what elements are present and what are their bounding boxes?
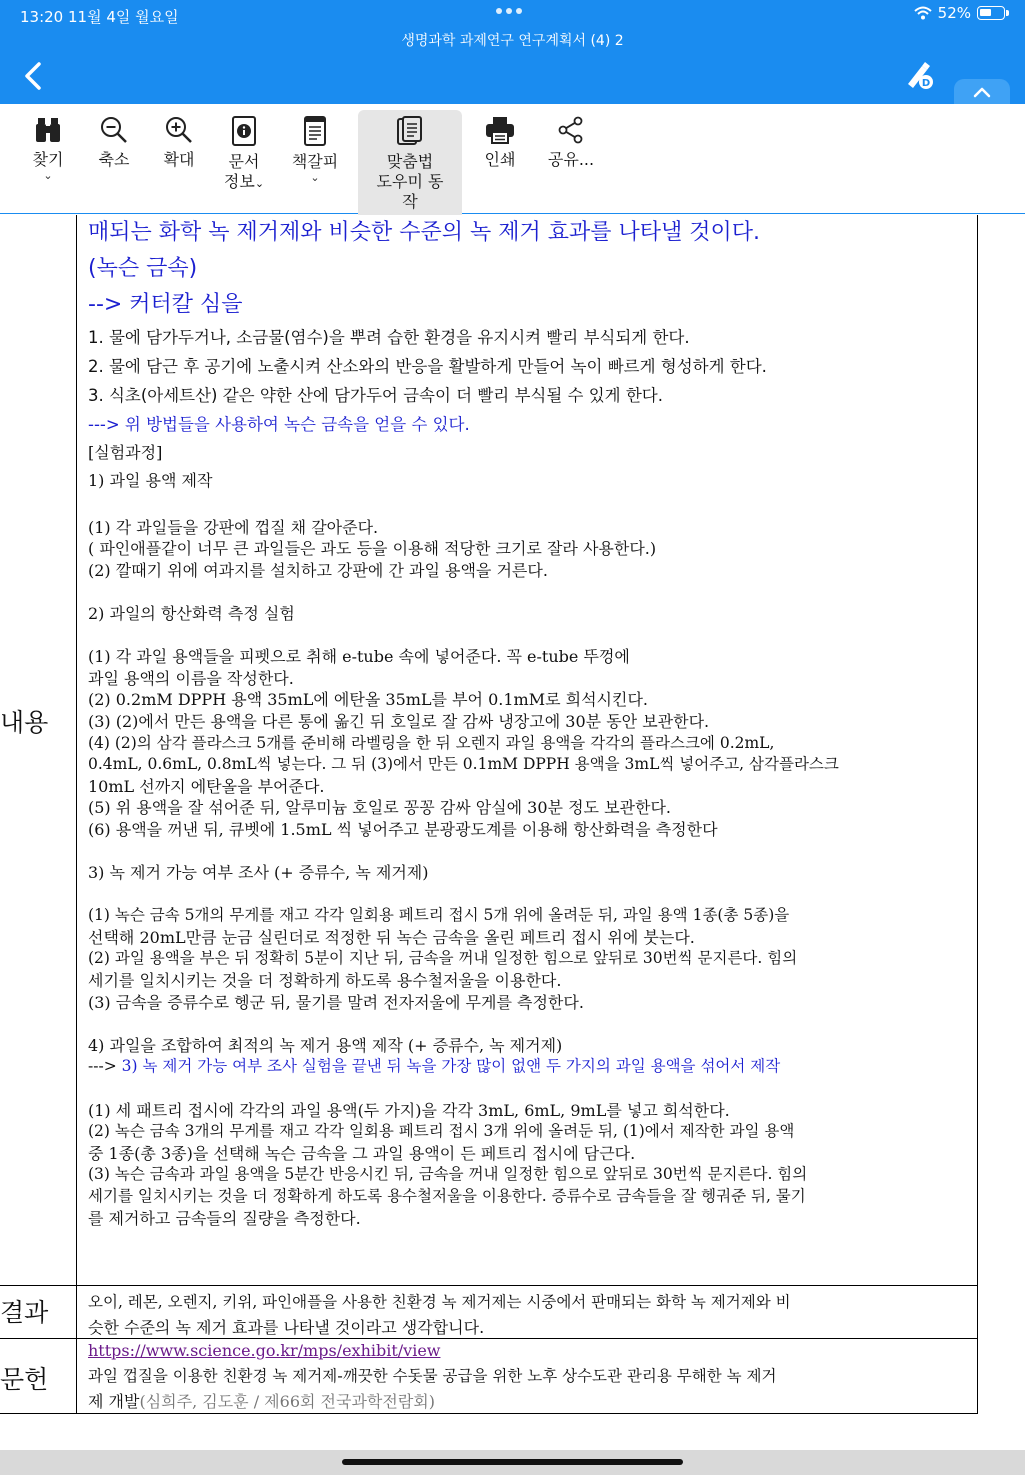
procedure-line: 0.4mL, 0.6mL, 0.8mL씩 넣는다. 그 뒤 (3)에서 만든 0.1mM DPPH 용액을 3mL씩 넣어주고, 삼각플라스크 — [88, 755, 839, 774]
battery-percent: 52% — [937, 4, 971, 22]
procedure-line: (5) 위 용액을 잘 섞어준 뒤, 알루미늄 호일로 꽁꽁 감싸 암실에 30분 정도 보관한다. — [88, 798, 671, 818]
collapse-toolbar-button[interactable] — [954, 79, 1010, 104]
document-title: 생명과학 과제연구 연구계획서 (4) 2 — [401, 33, 624, 49]
multitasking-dots-icon[interactable] — [496, 8, 522, 14]
intro-line: 매되는 화학 녹 제거제와 비슷한 수준의 녹 제거 효과를 나타낼 것이다. — [88, 220, 760, 245]
document-page[interactable] — [0, 215, 1025, 1440]
binoculars-icon — [35, 116, 61, 144]
reference-link[interactable]: https://www.science.go.kr/mps/exhibit/view — [88, 1341, 441, 1360]
rust-method-line: ---> 위 방법들을 사용하여 녹슨 금속을 얻을 수 있다. — [88, 415, 470, 434]
procedure-line: 세기를 일치시키는 것을 더 정확하게 하도록 용수철저울을 이용한다. 증류수로 금속들을 잘 헹궈준 뒤, 물기 — [88, 1187, 806, 1205]
procedure-title: [실험과정] — [88, 443, 163, 462]
arrow-text: 3) 녹 제거 가능 여부 조사 실험을 끝낸 뒤 녹을 가장 많이 없앤 두 가지의 과일 용액을 섞어서 제작 — [121, 1057, 781, 1076]
procedure-line: (6) 용액을 꺼낸 뒤, 큐벳에 1.5mL 씩 넣어주고 분광광도계를 이용해 항산화력을 측정한다 — [88, 819, 718, 839]
zoom-out-label: 축소 — [98, 150, 130, 169]
result-line: 오이, 레몬, 오렌지, 키위, 파인애플을 사용한 친환경 녹 제거제는 시중에서 판매되는 화학 녹 제거제와 비 — [88, 1293, 791, 1311]
reference-line — [88, 1391, 968, 1413]
section-title: 1) 과일 용액 제작 — [88, 471, 213, 490]
procedure-line: (2) 깔때기 위에 여과지를 설치하고 강판에 간 과일 용액을 거른다. — [88, 560, 548, 580]
bookmark-document-icon — [302, 116, 328, 146]
info-document-icon — [231, 116, 257, 146]
rust-method-line: 2. 물에 담근 후 공기에 노출시켜 산소와의 반응을 활발하게 만들어 녹이 빠르게 형성하게 한다. — [88, 357, 767, 376]
chevron-up-icon — [972, 86, 992, 98]
reference-text: 제 개발 — [88, 1391, 140, 1411]
zoom-out-icon — [100, 116, 128, 144]
procedure-line: 세기를 일치시키는 것을 더 정확하게 하도록 용수철저울을 이용한다. — [88, 971, 562, 991]
zoom-in-label: 확대 — [163, 150, 195, 169]
zoom-in-button[interactable] — [159, 114, 199, 170]
document-info-label-1: 문서 — [228, 152, 260, 171]
top-bar — [0, 0, 1025, 104]
procedure-line: 선택해 20mL만큼 눈금 실린더로 적정한 뒤 녹슨 금속을 올린 페트리 접시 위에 붓는다. — [88, 927, 695, 947]
zoom-out-button[interactable] — [94, 114, 134, 170]
chevron-down-icon: ⌄ — [254, 177, 265, 190]
procedure-line: (3) 녹슨 금속과 과일 용액을 5분간 반응시킨 뒤, 금속을 꺼내 일정한 힘으로 앞뒤로 30번씩 문지른다. 힘의 — [88, 1165, 808, 1184]
procedure-line: (2) 녹슨 금속 3개의 무게를 재고 각각 일회용 페트리 접시 3개 위에 올려둔 뒤, (1)에서 제작한 과일 용액 — [88, 1122, 795, 1141]
procedure-line: 과일 용액의 이름을 작성한다. — [88, 668, 294, 688]
procedure-line: (4) (2)의 삼각 플라스크 5개를 준비해 라벨링을 한 뒤 오렌지 과일 용액을 각각의 플라스크에 0.2mL, — [88, 733, 775, 752]
reference-cell — [88, 1340, 968, 1412]
intro-line: --> 커터칼 심을 — [88, 292, 243, 317]
procedure-line: (1) 각 과일 용액들을 피펫으로 취해 e-tube 속에 넣어준다. 꼭 e-tube 뚜껑에 — [88, 647, 630, 667]
battery-icon — [977, 6, 1005, 20]
status-right — [914, 4, 1005, 22]
table-border-bottom — [0, 1413, 978, 1414]
procedure-line: (2) 과일 용액을 부은 뒤 정확히 5분이 지난 뒤, 금속을 꺼내 일정한 힘으로 앞뒤로 30번씩 문지른다. 힘의 — [88, 949, 798, 968]
content-row-label: 내용 — [0, 708, 49, 737]
toolbar — [0, 104, 1025, 214]
bookmark-label: 책갈피 — [291, 152, 339, 171]
content-cell — [88, 215, 968, 1229]
section-title: 3) 녹 제거 가능 여부 조사 (+ 증류수, 녹 제거제) — [88, 863, 429, 883]
document-info-label-2: 정보 — [223, 172, 255, 191]
print-button[interactable] — [480, 114, 520, 170]
table-divider-result — [0, 1285, 978, 1286]
procedure-line: 10mL 선까지 에탄올을 부어준다. — [88, 776, 325, 796]
table-border-left — [76, 215, 77, 1413]
table-border-right — [977, 215, 978, 1413]
zoom-in-icon — [165, 116, 193, 144]
rust-method-line: 1. 물에 담가두거나, 소금물(염수)을 뿌려 습한 환경을 유지시켜 빨리 부식되게 한다. — [88, 328, 690, 347]
chevron-left-icon — [18, 58, 52, 94]
procedure-line: (3) (2)에서 만든 용액을 다른 통에 옮긴 뒤 호일로 잘 감싸 냉장고에 30분 동안 보관한다. — [88, 711, 710, 731]
result-line: 슷한 수준의 녹 제거 효과를 나타낼 것이라고 생각합니다. — [88, 1318, 485, 1337]
procedure-line: (1) 세 패트리 접시에 각각의 과일 용액(두 가지)을 각각 3mL, 6mL, 9mL를 넣고 희석한다. — [88, 1100, 730, 1120]
spellcheck-assistant-button[interactable] — [358, 110, 462, 220]
procedure-line: (3) 금속을 증류수로 헹군 뒤, 물기를 말려 전자저울에 무게를 측정한다. — [88, 992, 584, 1012]
result-cell — [88, 1288, 968, 1339]
procedure-line: 중 1종(총 3종)을 선택해 녹슨 금속을 그 과일 용액이 든 페트리 접시에 담근다. — [88, 1143, 636, 1163]
document-info-button[interactable] — [222, 114, 266, 194]
reference-authors: (심희주, 김도훈 / 제66회 전국과학전람회) — [139, 1391, 435, 1411]
back-button[interactable] — [18, 58, 52, 94]
spellcheck-label-1: 맞춤법 — [386, 152, 434, 171]
spellcheck-label-2: 도우미 동작 — [376, 172, 444, 211]
svg-text:D: D — [921, 78, 931, 89]
procedure-line: 를 제거하고 금속들의 질량을 측정한다. — [88, 1208, 361, 1228]
printer-icon — [485, 116, 515, 144]
bookmark-button[interactable] — [290, 114, 340, 184]
share-icon — [557, 116, 585, 144]
share-button[interactable] — [546, 114, 596, 170]
result-row-label: 결과 — [0, 1298, 49, 1327]
arrow-prefix: ---> — [88, 1057, 122, 1076]
home-indicator[interactable] — [342, 1459, 683, 1465]
procedure-line: (2) 0.2mM DPPH 용액 35mL에 에탄올 35mL를 부어 0.1mM로 희석시킨다. — [88, 690, 648, 710]
find-button[interactable] — [28, 114, 68, 182]
print-label: 인쇄 — [484, 150, 516, 169]
chevron-down-icon: ⌄ — [43, 169, 53, 182]
spellcheck-document-icon — [396, 116, 424, 146]
find-label: 찾기 — [32, 150, 64, 169]
procedure-line: (1) 녹슨 금속 5개의 무게를 재고 각각 일회용 페트리 접시 5개 위에 올려둔 뒤, 과일 용액 1종(총 5종)을 — [88, 906, 790, 925]
procedure-line: (1) 각 과일들을 강판에 껍질 채 갈아준다. — [88, 517, 379, 537]
rust-method-line: 3. 식초(아세트산) 같은 약한 산에 담가두어 금속이 더 빨리 부식될 수 있게 한다. — [88, 386, 663, 405]
reference-row-label: 문헌 — [0, 1365, 49, 1394]
annotate-pen-button[interactable] — [902, 58, 936, 92]
intro-line: (녹슨 금속) — [88, 256, 198, 281]
procedure-arrow-line — [88, 1056, 968, 1078]
procedure-line: ( 파인애플같이 너무 큰 과일들은 과도 등을 이용해 적당한 크기로 잘라 사용한다.) — [88, 539, 657, 559]
chevron-down-icon: ⌄ — [310, 171, 320, 184]
share-label: 공유... — [547, 150, 595, 169]
section-title: 2) 과일의 항산화력 측정 실험 — [88, 603, 295, 623]
wifi-icon — [914, 6, 932, 20]
status-time: 13:20 11월 4일 월요일 — [20, 8, 179, 26]
section-title: 4) 과일을 조합하여 최적의 녹 제거 용액 제작 (+ 증류수, 녹 제거제) — [88, 1035, 563, 1055]
reference-line: 과일 껍질을 이용한 친환경 녹 제거제-깨끗한 수돗물 공급을 위한 노후 상수도관 관리용 무해한 녹 제거 — [88, 1366, 777, 1385]
pen-icon — [902, 58, 936, 92]
